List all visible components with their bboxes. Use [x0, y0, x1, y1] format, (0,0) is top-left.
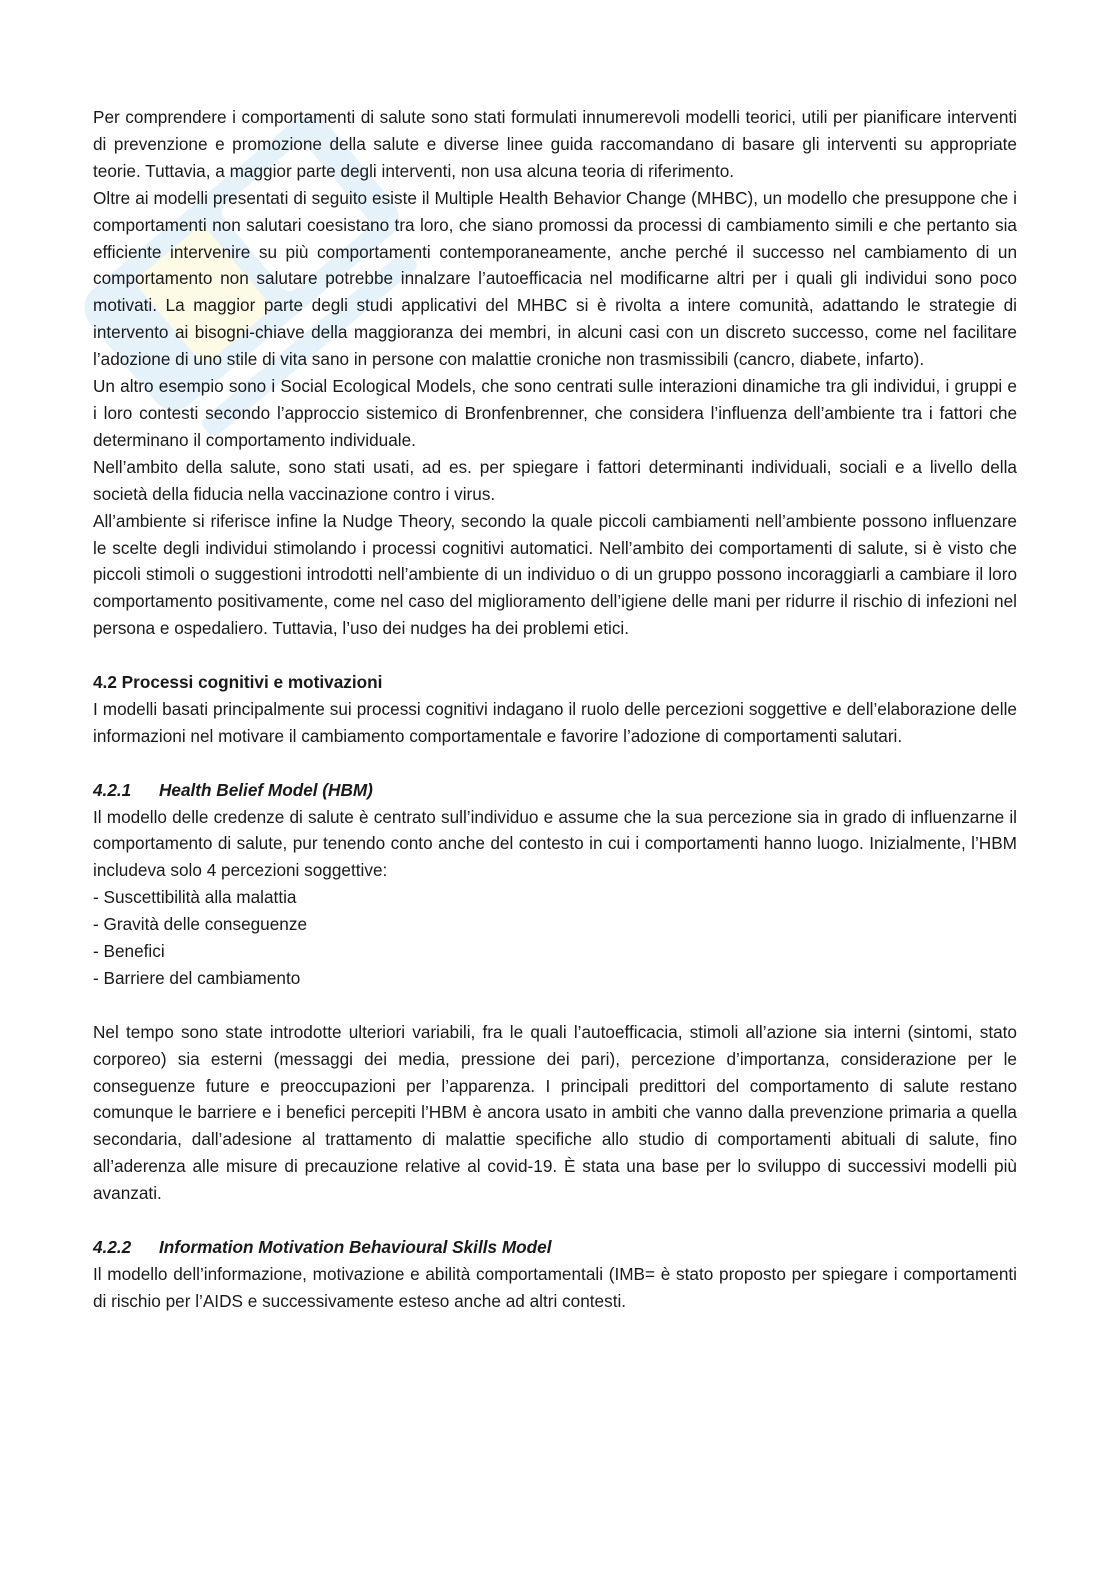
document-page	[93, 104, 1017, 1315]
paragraph-intro-5: All’ambiente si riferisce infine la Nudge Theory, secondo la quale piccoli cambiamenti nell’ambiente possono influenzare le scelte degli individui stimolando i processi cognitivi automatici. Nell’ambito dei comportamenti di salute, si è visto che piccoli stimoli o suggestioni introdotti nell’ambiente di un individuo o di un gruppo possono incoraggiarli a cambiare il loro comportamento positivamente, come nel caso del miglioramento dell’igiene delle mani per ridurre il rischio di infezioni nel persona e ospedaliero. Tuttavia, l’uso dei nudges ha dei problemi etici.	[93, 510, 1017, 639]
paragraph-intro-3: Un altro esempio sono i Social Ecological Models, che sono centrati sulle interazioni dinamiche tra gli individui, i gruppi e i loro contesti secondo l’approccio sistemico di Bronfenbrenner, che considera l’influenza dell’ambiente tra i fattori che determinano il comportamento individuale.	[93, 376, 1017, 450]
list-item: - Suscettibilità alla malattia	[93, 887, 297, 908]
list-item: - Benefici	[93, 941, 165, 962]
subsection-title: Health Belief Model (HBM)	[159, 779, 373, 800]
subsection-number: 4.2.1	[93, 779, 132, 800]
section-heading-4-2: 4.2 Processi cognitivi e motivazioni	[93, 672, 383, 693]
section-4-2-body: I modelli basati principalmente sui processi cognitivi indagano il ruolo delle percezioni soggettive e dell’elaborazione delle informazioni nel motivare il cambiamento comportamentale e favorire l’adozione di comportamenti salutari.	[93, 698, 1017, 746]
section-4-2-1-body: Il modello delle credenze di salute è centrato sull’individuo e assume che la sua percezione sia in grado di influenzarne il comportamento di salute, pur tenendo conto anche del contesto in cui i comportamenti hanno luogo. Inizialmente, l’HBM includeva solo 4 percezioni soggettive:	[93, 806, 1017, 881]
subsection-heading-4-2-2	[93, 1234, 1017, 1261]
paragraph-intro-1: Per comprendere i comportamenti di salute sono stati formulati innumerevoli modelli teorici, utili per pianificare interventi di prevenzione e promozione della salute e diverse linee guida raccomandano di basare gli interventi su appropriate teorie. Tuttavia, a maggior parte degli interventi, non usa alcuna teoria di riferimento.	[93, 107, 1017, 181]
list-item: - Barriere del cambiamento	[93, 967, 301, 988]
subsection-number: 4.2.2	[93, 1237, 132, 1257]
subsection-title: Information Motivation Behavioural Skills Model	[159, 1237, 552, 1257]
section-4-2-2-body: Il modello dell’informazione, motivazione e abilità comportamentali (IMB= è stato proposto per spiegare i comportamenti di rischio per l’AIDS e successivamente esteso anche ad altri contesti.	[93, 1263, 1017, 1311]
section-4-2-1-body-2: Nel tempo sono state introdotte ulteriori variabili, fra le quali l’autoefficacia, stimoli all’azione sia interni (sintomi, stato corporeo) sia esterni (messaggi dei media, pressione dei pari), percezione d’importanza, considerazione per le conseguenze future e preoccupazioni per l’apparenza. I principali predittori del comportamento di salute restano comunque le barriere e i benefici percepiti l’HBM è ancora usato in ambiti che vanno dalla prevenzione primaria a quella secondaria, dall’adesione al trattamento di malattie specifiche allo studio di comportamenti abituali di salute, fino all’aderenza alle misure di precauzione relative al covid-19. È stata una base per lo sviluppo di successivi modelli più avanzati.	[93, 1021, 1017, 1204]
paragraph-intro-4: Nell’ambito della salute, sono stati usati, ad es. per spiegare i fattori determinanti individuali, sociali e a livello della società della fiducia nella vaccinazione contro i virus.	[93, 456, 1017, 504]
paragraph-intro-2: Oltre ai modelli presentati di seguito esiste il Multiple Health Behavior Change (MHBC), un modello che presuppone che i comportamenti non salutari coesistano tra loro, che siano promossi da processi di cambiamento simili e che pertanto sia efficiente intervenire su più comportamenti contemporaneamente, anche perché il successo nel cambiamento di un comportamento non salutare potrebbe innalzare l’autoefficacia nel modificarne altri per i quali gli individui sono poco motivati. La maggior parte degli studi applicativi del MHBC si è rivolta a intere comunità, adattando le strategie di intervento ai bisogni-chiave della maggioranza dei membri, in alcuni casi con un discreto successo, come nel facilitare l’adozione di uno stile di vita sano in persone con malattie croniche non trasmissibili (cancro, diabete, infarto).	[93, 187, 1017, 370]
subsection-heading-4-2-1	[93, 777, 1017, 804]
perceptions-list	[93, 884, 1017, 992]
list-item: - Gravità delle conseguenze	[93, 914, 308, 935]
